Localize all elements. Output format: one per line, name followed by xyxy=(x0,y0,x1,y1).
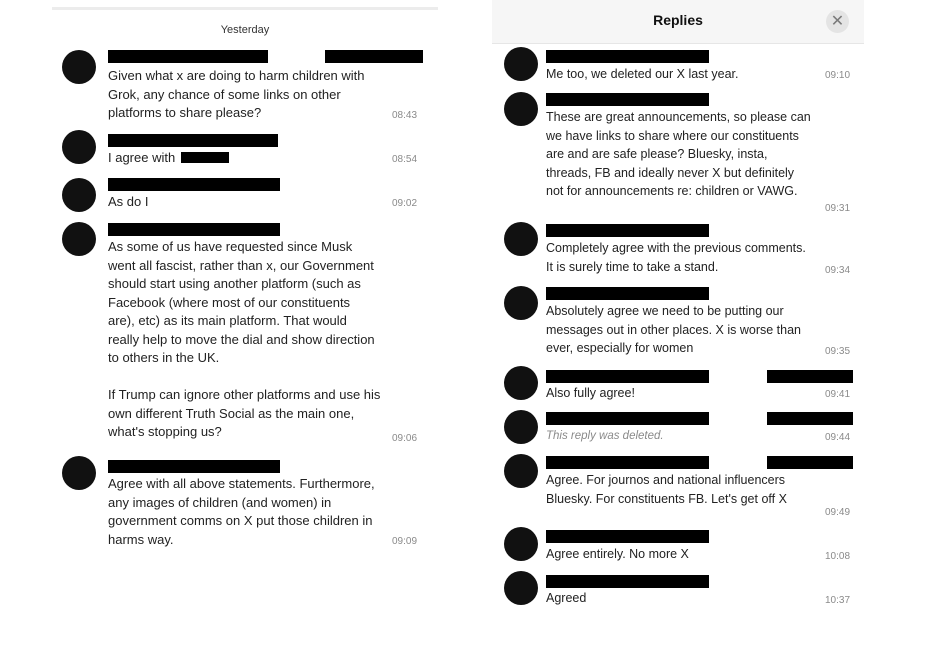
reply-time: 09:34 xyxy=(825,265,851,276)
reply-time: 10:08 xyxy=(825,551,851,562)
avatar[interactable] xyxy=(504,286,538,320)
avatar[interactable] xyxy=(504,410,538,444)
message-text: Agree with all above statements. Furthermore, any images of children (and women) in government comms on X put those children in harms way. xyxy=(108,476,375,547)
message-time: 09:02 xyxy=(392,198,418,209)
top-divider xyxy=(52,7,438,10)
redacted-name xyxy=(546,575,709,588)
redacted-mention xyxy=(181,152,229,163)
avatar[interactable] xyxy=(62,222,96,256)
redacted-name xyxy=(546,370,709,383)
avatar[interactable] xyxy=(504,571,538,605)
replies-panel xyxy=(492,0,864,615)
close-button[interactable] xyxy=(826,10,849,33)
reply-text: Completely agree with the previous comments. It is surely time to take a stand. xyxy=(546,241,806,274)
reply-text: Agree. For journos and national influencers Bluesky. For constituents FB. Let's get off X xyxy=(546,473,787,506)
avatar[interactable] xyxy=(62,178,96,212)
redacted-name xyxy=(108,460,280,473)
reply-text: Agreed xyxy=(546,591,587,605)
redacted-name xyxy=(108,178,280,191)
reply-time: 09:35 xyxy=(825,346,851,357)
message-text: Given what x are doing to harm children with Grok, any chance of some links on other platforms to share please? xyxy=(108,68,365,120)
avatar[interactable] xyxy=(62,50,96,84)
message-text: As some of us have requested since Musk went all fascist, rather than x, our Government should start using another platform (such as Facebook (where most of our constituents are), etc) as its main platform. That would really help to move the dial and show direction to others in the UK. If Trump can ignore other platforms and use his own different Truth Social as the main one, what's stopping us? xyxy=(108,239,381,439)
reply-text: These are great announcements, so please can we have links to share where our constituents are and are safe please? Bluesky, insta, threads, FB and ideally never X but definitely not for announcements re: children or VAWG. xyxy=(546,110,811,198)
redacted-text xyxy=(767,370,853,383)
redacted-text xyxy=(325,50,423,63)
replies-title: Replies xyxy=(653,12,703,28)
avatar[interactable] xyxy=(504,47,538,81)
redacted-name xyxy=(546,412,709,425)
redacted-name xyxy=(546,530,709,543)
reply-time: 09:31 xyxy=(825,203,851,214)
reply-time: 09:49 xyxy=(825,507,851,518)
redacted-name xyxy=(546,93,709,106)
message-time: 08:43 xyxy=(392,110,418,121)
message-text: I agree with xyxy=(108,149,229,168)
message-time: 09:06 xyxy=(392,433,418,444)
replies-header xyxy=(492,0,864,44)
redacted-name xyxy=(108,223,280,236)
reply-time: 09:10 xyxy=(825,70,851,81)
redacted-text xyxy=(767,412,853,425)
avatar[interactable] xyxy=(62,456,96,490)
deleted-reply-notice: This reply was deleted. xyxy=(546,430,664,442)
reply-text: Agree entirely. No more X xyxy=(546,547,689,561)
reply-time: 09:44 xyxy=(825,432,851,443)
redacted-name xyxy=(108,134,278,147)
redacted-name xyxy=(546,287,709,300)
group-chat-panel xyxy=(52,0,438,560)
avatar[interactable] xyxy=(504,92,538,126)
message-time: 09:09 xyxy=(392,536,418,547)
avatar[interactable] xyxy=(504,222,538,256)
redacted-name xyxy=(546,456,709,469)
reply-time: 09:41 xyxy=(825,389,851,400)
avatar[interactable] xyxy=(62,130,96,164)
reply-text: Also fully agree! xyxy=(546,386,635,400)
avatar[interactable] xyxy=(504,366,538,400)
redacted-name xyxy=(546,50,709,63)
redacted-text xyxy=(767,456,853,469)
message-text: As do I xyxy=(108,194,149,209)
avatar[interactable] xyxy=(504,527,538,561)
day-separator: Yesterday xyxy=(220,24,270,36)
reply-time: 10:37 xyxy=(825,595,851,606)
redacted-name xyxy=(108,50,268,63)
redacted-name xyxy=(546,224,709,237)
reply-text: Me too, we deleted our X last year. xyxy=(546,67,739,81)
message-time: 08:54 xyxy=(392,154,418,165)
avatar[interactable] xyxy=(504,454,538,488)
close-icon: ✕ xyxy=(830,13,845,30)
reply-text: Absolutely agree we need to be putting our messages out in other places. X is worse than ever, especially for women xyxy=(546,304,801,355)
